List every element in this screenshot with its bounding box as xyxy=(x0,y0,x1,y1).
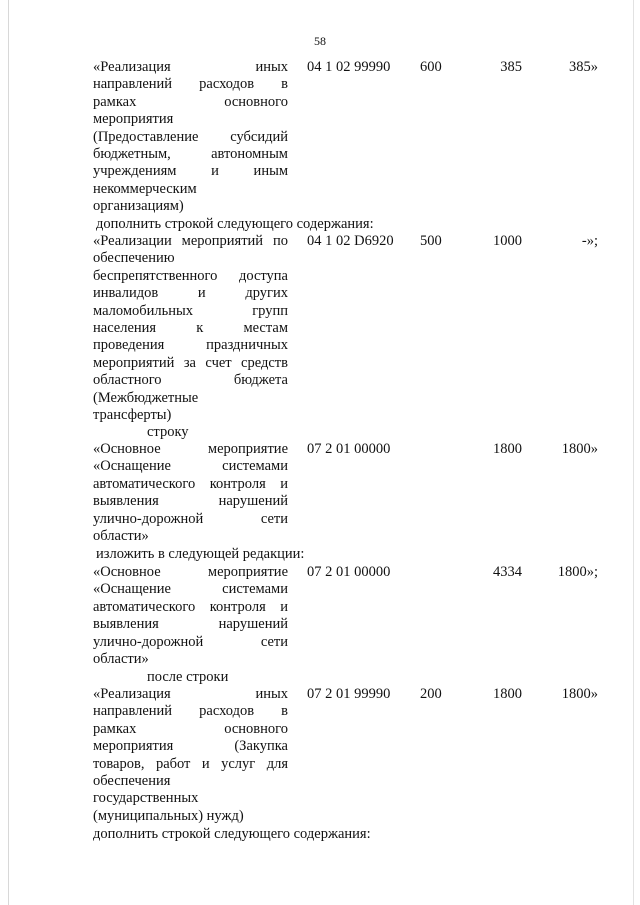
page-number: 58 xyxy=(314,34,326,48)
budget-code: 07 2 01 99990 xyxy=(307,686,391,702)
description-line: области» xyxy=(93,651,149,668)
amount-new: 1800 xyxy=(493,441,522,457)
description-line: товаров, работ и услуг для xyxy=(93,755,288,772)
description-line: бюджетным, автономным xyxy=(93,146,288,163)
row-description xyxy=(93,233,288,424)
amount-old: 385» xyxy=(569,59,598,75)
description-line: (муниципальных) нужд) xyxy=(93,807,244,824)
amount-old: 1800» xyxy=(561,441,598,457)
instruction-restate: изложить в следующей редакции: xyxy=(96,546,305,562)
description-line: обеспечению xyxy=(93,250,175,267)
budget-code: 07 2 01 00000 xyxy=(307,564,391,580)
page-edge-line-left xyxy=(8,0,9,905)
amount-new: 385 xyxy=(500,59,522,75)
instruction-row-word: строку xyxy=(147,424,189,440)
description-line: трансферты) xyxy=(93,407,172,424)
description-line: некоммерческим xyxy=(93,180,197,197)
row-description xyxy=(93,441,288,545)
description-line: рамках основного xyxy=(93,93,288,110)
description-line: мероприятия xyxy=(93,111,174,128)
description-line: (Предоставление субсидий xyxy=(93,128,288,145)
amount-new: 1800 xyxy=(493,686,522,702)
description-line: проведения праздничных xyxy=(93,337,288,354)
description-line: мероприятия (Закупка xyxy=(93,738,288,755)
description-line: автоматического контроля и xyxy=(93,475,288,492)
budget-code: 04 1 02 D6920 xyxy=(307,233,394,249)
description-line: «Реализации мероприятий по xyxy=(93,233,288,249)
amount-new: 4334 xyxy=(493,564,522,580)
budget-code: 07 2 01 00000 xyxy=(307,441,391,457)
budget-code: 04 1 02 99990 xyxy=(307,59,391,75)
description-line: инвалидов и других xyxy=(93,285,288,302)
description-line: государственных xyxy=(93,790,199,807)
amount-old: -»; xyxy=(581,233,598,249)
amount-new: 1000 xyxy=(493,233,522,249)
description-line: «Оснащение системами xyxy=(93,581,288,598)
description-line: рамках основного xyxy=(93,720,288,737)
description-line: улично-дорожной сети xyxy=(93,633,288,650)
description-line: «Реализация иных xyxy=(93,686,288,702)
description-line: направлений расходов в xyxy=(93,76,288,93)
description-line: выявления нарушений xyxy=(93,493,288,510)
page-edge-line-right xyxy=(633,0,634,905)
amount-old: 1800» xyxy=(561,686,598,702)
description-line: направлений расходов в xyxy=(93,703,288,720)
description-line: автоматического контроля и xyxy=(93,598,288,615)
row-description xyxy=(93,59,288,216)
description-line: «Оснащение системами xyxy=(93,458,288,475)
description-line: улично-дорожной сети xyxy=(93,510,288,527)
description-line: беспрепятственного доступа xyxy=(93,267,288,284)
description-line: маломобильных групп xyxy=(93,302,288,319)
description-line: «Основное мероприятие xyxy=(93,441,288,457)
description-line: населения к местам xyxy=(93,320,288,337)
description-line: организациям) xyxy=(93,198,184,215)
expense-type: 600 xyxy=(420,59,442,75)
description-line: выявления нарушений xyxy=(93,616,288,633)
description-line: областного бюджета xyxy=(93,372,288,389)
instruction-add-row: дополнить строкой следующего содержания: xyxy=(96,216,374,232)
instruction-after-row: после строки xyxy=(147,669,229,685)
amount-old: 1800»; xyxy=(557,564,598,580)
expense-type: 500 xyxy=(420,233,442,249)
description-line: области» xyxy=(93,528,149,545)
description-line: мероприятий за счет средств xyxy=(93,354,288,371)
row-description xyxy=(93,686,288,825)
row-description xyxy=(93,564,288,668)
description-line: «Основное мероприятие xyxy=(93,564,288,580)
description-line: учреждениям и иным xyxy=(93,163,288,180)
description-line: обеспечения xyxy=(93,773,171,790)
description-line: (Межбюджетные xyxy=(93,389,199,406)
expense-type: 200 xyxy=(420,686,442,702)
description-line: «Реализация иных xyxy=(93,59,288,75)
instruction-add-row: дополнить строкой следующего содержания: xyxy=(93,826,371,842)
